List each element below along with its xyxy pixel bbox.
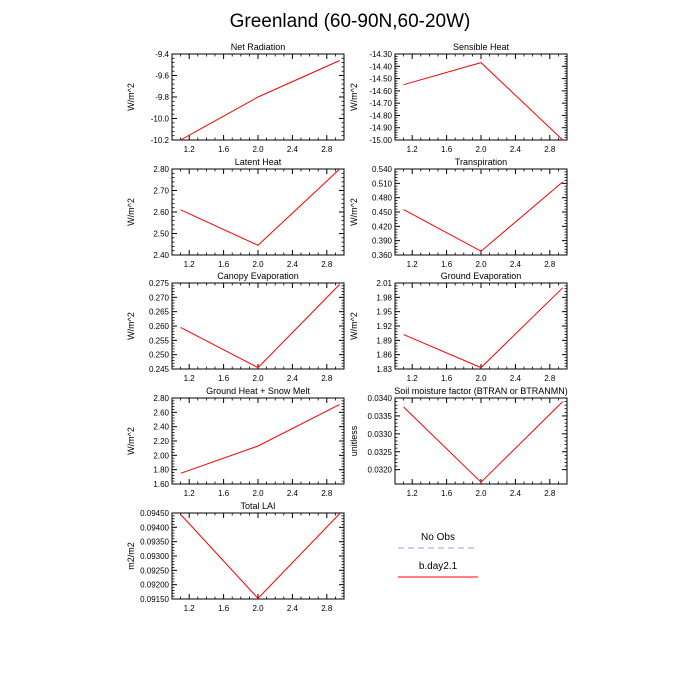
- x-tick-label: 2.4: [286, 145, 298, 154]
- y-axis-label: W/m^2: [349, 198, 359, 226]
- y-axis-label: W/m^2: [126, 198, 136, 226]
- x-tick-label: 2.4: [509, 489, 521, 498]
- x-tick-label: 2.0: [475, 374, 487, 383]
- x-tick-label: 1.6: [218, 260, 230, 269]
- x-tick-label: 1.2: [406, 145, 418, 154]
- x-tick-label: 2.4: [286, 604, 298, 613]
- x-tick-label: 2.8: [544, 260, 556, 269]
- y-tick-label: 2.80: [153, 165, 169, 174]
- y-tick-label: -14.70: [369, 99, 392, 109]
- x-tick-label: 2.8: [321, 489, 333, 498]
- y-axis-label: W/m^2: [126, 427, 136, 455]
- y-tick-label: 0.09250: [140, 566, 169, 576]
- y-axis-label: W/m^2: [126, 312, 136, 340]
- y-tick-label: 0.0325: [367, 447, 392, 457]
- y-tick-label: 0.0340: [367, 394, 392, 403]
- plot-frame: [395, 283, 567, 369]
- x-tick-label: 2.4: [286, 260, 298, 269]
- x-tick-label: 1.2: [183, 260, 195, 269]
- x-tick-label: 2.0: [475, 145, 487, 154]
- y-tick-label: -9.8: [155, 93, 169, 102]
- plot-frame: [172, 283, 344, 369]
- chart-title: Soil moisture factor (BTRAN or BTRANMN): [394, 386, 568, 396]
- y-tick-label: 0.09350: [140, 537, 169, 547]
- series-line: [404, 402, 563, 483]
- x-tick-label: 1.2: [183, 489, 195, 498]
- y-tick-label: 0.540: [371, 165, 392, 174]
- y-tick-label: 0.275: [148, 279, 169, 288]
- chart-title: Sensible Heat: [452, 42, 510, 52]
- plot-frame: [395, 169, 567, 255]
- x-tick-label: 1.2: [406, 489, 418, 498]
- y-tick-label: 0.0335: [367, 411, 392, 421]
- y-tick-label: 1.92: [376, 322, 392, 331]
- y-tick-label: 2.70: [153, 186, 169, 196]
- y-tick-label: 2.80: [153, 394, 169, 403]
- chart-panel-7: [126, 386, 344, 498]
- y-tick-label: 2.60: [153, 408, 169, 418]
- y-tick-label: 0.420: [371, 222, 392, 232]
- y-tick-label: 0.255: [148, 336, 169, 346]
- chart-panel-1: [126, 42, 344, 154]
- y-tick-label: 2.20: [153, 437, 169, 446]
- x-tick-label: 1.2: [183, 374, 195, 383]
- x-tick-label: 2.0: [252, 145, 264, 154]
- y-tick-label: 1.80: [153, 465, 169, 475]
- y-tick-label: 0.09200: [140, 580, 169, 590]
- y-axis-label: W/m^2: [349, 83, 359, 111]
- series-line: [404, 288, 563, 368]
- x-tick-label: 2.0: [475, 260, 487, 269]
- x-tick-label: 2.8: [321, 260, 333, 269]
- y-tick-label: -14.80: [369, 111, 392, 121]
- x-tick-label: 2.4: [286, 489, 298, 498]
- y-tick-label: -14.40: [369, 62, 392, 72]
- y-tick-label: -14.50: [369, 74, 392, 84]
- y-tick-label: 0.510: [371, 179, 392, 189]
- x-tick-label: 2.0: [252, 374, 264, 383]
- x-tick-label: 2.4: [509, 374, 521, 383]
- y-tick-label: 0.09150: [140, 595, 169, 604]
- y-axis-label: m2/m2: [126, 542, 136, 570]
- series-line: [404, 182, 563, 251]
- x-tick-label: 1.6: [218, 145, 230, 154]
- chart-title: Ground Evaporation: [440, 271, 522, 281]
- series-line: [181, 404, 340, 473]
- legend-label: b.day2.1: [418, 561, 458, 572]
- series-line: [181, 514, 340, 599]
- y-tick-label: 2.50: [153, 229, 169, 239]
- chart-title: Transpiration: [454, 157, 508, 167]
- x-tick-label: 1.6: [441, 374, 453, 383]
- y-tick-label: 0.270: [148, 293, 169, 303]
- x-tick-label: 2.8: [544, 145, 556, 154]
- chart-panel-2: [349, 42, 567, 154]
- y-tick-label: 0.09450: [140, 509, 169, 518]
- x-tick-label: 1.6: [218, 604, 230, 613]
- x-tick-label: 2.4: [286, 374, 298, 383]
- chart-panel-4: [349, 157, 567, 269]
- y-tick-label: 0.260: [148, 322, 169, 331]
- chart-title: Net Radiation: [230, 42, 286, 52]
- x-tick-label: 2.8: [321, 604, 333, 613]
- x-tick-label: 2.4: [509, 260, 521, 269]
- chart-panel-8: [349, 386, 568, 498]
- chart-title: Latent Heat: [234, 157, 282, 167]
- y-tick-label: 2.40: [153, 422, 169, 432]
- series-line: [181, 169, 340, 245]
- chart-panel-3: [126, 157, 344, 269]
- y-tick-label: -15.00: [369, 136, 392, 145]
- x-tick-label: 2.0: [252, 489, 264, 498]
- x-tick-label: 1.6: [218, 489, 230, 498]
- chart-panel-9: [126, 501, 344, 613]
- x-tick-label: 1.2: [183, 145, 195, 154]
- y-tick-label: 0.390: [371, 236, 392, 246]
- x-tick-label: 1.2: [406, 260, 418, 269]
- y-tick-label: -14.30: [369, 50, 392, 59]
- x-tick-label: 2.4: [509, 145, 521, 154]
- x-tick-label: 2.0: [475, 489, 487, 498]
- x-tick-label: 2.0: [252, 604, 264, 613]
- y-tick-label: 0.09300: [140, 552, 169, 561]
- chart-panel-5: [126, 271, 344, 383]
- chart-title: Canopy Evaporation: [217, 271, 299, 281]
- figure-title: Greenland (60-90N,60-20W): [229, 11, 471, 32]
- y-tick-label: 1.98: [376, 293, 392, 303]
- chart-panel-6: [349, 271, 567, 383]
- y-tick-label: 0.450: [371, 208, 392, 217]
- y-tick-label: 0.09400: [140, 523, 169, 533]
- series-line: [181, 284, 340, 367]
- y-tick-label: 0.250: [148, 350, 169, 360]
- plot-frame: [172, 513, 344, 599]
- y-tick-label: 0.265: [148, 307, 169, 317]
- chart-legend: [398, 532, 478, 577]
- y-tick-label: 2.01: [376, 279, 392, 288]
- chart-title: Total LAI: [240, 501, 276, 511]
- y-tick-label: 0.0330: [367, 429, 392, 439]
- x-tick-label: 1.6: [218, 374, 230, 383]
- chart-panels: [126, 42, 568, 613]
- y-tick-label: 1.83: [376, 365, 392, 374]
- y-tick-label: -9.6: [155, 71, 169, 81]
- x-tick-label: 1.6: [441, 260, 453, 269]
- y-tick-label: -14.90: [369, 123, 392, 133]
- y-tick-label: 1.86: [376, 350, 392, 360]
- y-tick-label: -14.60: [369, 86, 392, 96]
- y-tick-label: 1.60: [153, 480, 169, 489]
- y-axis-label: W/m^2: [126, 83, 136, 111]
- y-tick-label: 1.89: [376, 336, 392, 346]
- y-tick-label: 0.360: [371, 251, 392, 260]
- y-axis-label: unitless: [349, 425, 359, 457]
- y-tick-label: 1.95: [376, 307, 392, 317]
- y-tick-label: -10.0: [150, 114, 169, 124]
- x-tick-label: 2.8: [544, 489, 556, 498]
- x-tick-label: 1.2: [406, 374, 418, 383]
- plot-frame: [395, 54, 567, 140]
- y-tick-label: 0.480: [371, 193, 392, 203]
- x-tick-label: 1.6: [441, 489, 453, 498]
- y-axis-label: W/m^2: [349, 312, 359, 340]
- x-tick-label: 2.8: [321, 145, 333, 154]
- y-tick-label: 2.40: [153, 251, 169, 260]
- x-tick-label: 1.6: [441, 145, 453, 154]
- y-tick-label: 0.0320: [367, 465, 392, 475]
- plot-frame: [172, 169, 344, 255]
- chart-title: Ground Heat + Snow Melt: [206, 386, 310, 396]
- series-line: [404, 63, 563, 140]
- y-tick-label: -10.2: [150, 136, 169, 145]
- y-tick-label: 0.245: [148, 365, 169, 374]
- y-tick-label: -9.4: [155, 50, 169, 59]
- x-tick-label: 2.0: [252, 260, 264, 269]
- y-tick-label: 2.60: [153, 208, 169, 217]
- plot-frame: [172, 398, 344, 484]
- x-tick-label: 2.8: [544, 374, 556, 383]
- x-tick-label: 1.2: [183, 604, 195, 613]
- legend-label: No Obs: [421, 532, 455, 543]
- y-tick-label: 2.00: [153, 451, 169, 461]
- series-line: [181, 61, 340, 141]
- x-tick-label: 2.8: [321, 374, 333, 383]
- plot-frame: [395, 398, 567, 484]
